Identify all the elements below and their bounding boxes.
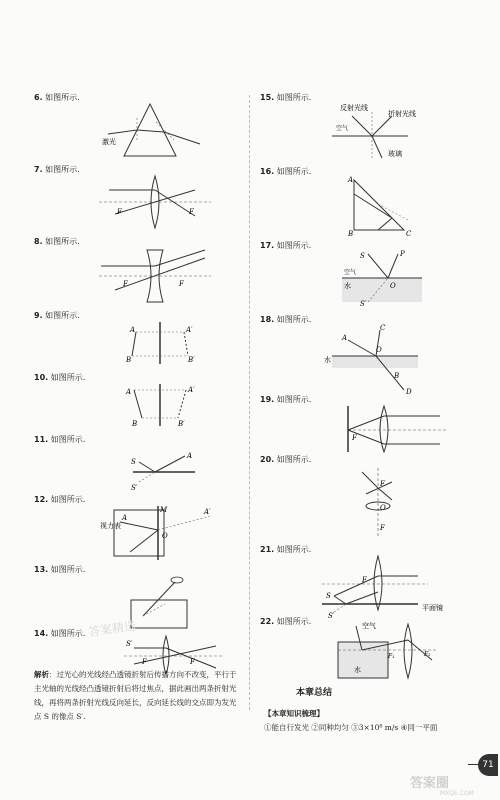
watermark-url: MXQE.COM [440,790,474,797]
watermark-middle: 答案精选 [87,618,137,640]
item-number: 12. [34,495,49,504]
item-number: 17. [260,241,275,250]
fig-label: B′ [178,420,185,428]
item-number: 11. [34,435,49,444]
item-text: 如图所示. [276,395,312,404]
fig-label: 折射光线 [388,110,416,118]
page-number-rule [468,764,478,765]
item-text: 如图所示. [45,93,80,102]
fig-label: P [400,250,405,258]
water-refraction-diagram [322,322,422,394]
fig-label: F [352,434,357,442]
item-number: 8. [34,237,43,246]
fig-label: F₁ [388,653,395,660]
fig-label: F [380,480,385,488]
item-text: 如图所示. [276,167,312,176]
tank-diagram [125,572,195,630]
item-number: 22. [260,617,275,626]
item-text: 如图所示. [50,629,86,638]
fig-label: C [406,230,412,238]
item-text: 如图所示. [276,315,312,324]
vertical-lens-diagram [352,466,402,538]
fig-label: A [130,326,136,334]
fig-label: B [394,372,400,380]
fig-label: F [362,576,367,584]
water-surface-diagram [338,248,428,308]
column-divider [249,95,250,710]
item-text: 如图所示. [50,435,86,444]
fig-label: O [376,346,382,354]
fig-label: 视力表 [100,522,121,530]
item-number: 13. [34,565,49,574]
fig-label: 空气 [344,269,357,276]
item-text: 如图所示. [276,617,312,626]
item-number: 7. [34,165,43,174]
item-text: 如图所示. [45,165,80,174]
fig-label: M [160,506,168,514]
mirror-ab-2-diagram [120,380,200,430]
item-number: 20. [260,455,275,464]
fig-label: F₂ [424,651,431,658]
item-number: 15. [260,93,275,102]
analysis-label: 解析 [34,670,49,679]
refraction-glass-diagram [328,102,448,162]
mirror-lens-diagram [342,404,452,454]
fig-label: A′ [204,508,211,516]
fig-label: A [348,176,354,184]
triangle-refraction-diagram [348,174,418,238]
fig-label: 空气 [362,622,376,630]
fig-label: B [132,420,138,428]
fig-label: F [380,524,385,532]
fig-label: S′ [126,640,133,648]
fig-label: B′ [188,356,195,364]
item-text: 如图所示. [276,241,312,250]
fig-label: S [326,592,331,600]
item-number: 6. [34,93,43,102]
item-number: 21. [260,545,275,554]
item-number: 19. [260,395,275,404]
fig-label: S′ [360,300,367,308]
summary-heading: 【本章知识梳理】 [264,709,324,718]
fig-label: F [123,280,128,288]
fig-label: F [189,208,194,216]
prism-diagram [100,100,210,160]
item-text: 如图所示. [45,237,80,246]
fig-label: A [122,514,128,522]
fig-label: 空气 [336,125,349,132]
page-number: 71 [478,754,498,776]
fig-label: O [380,504,386,512]
watermark-logo: 答案圈 [410,776,450,791]
fig-label: B [126,356,132,364]
fig-label: F [179,280,184,288]
fig-label: 水 [344,282,351,290]
fig-label: B [348,230,354,238]
fig-label: F [142,658,147,666]
fig-label: F [117,208,122,216]
fig-label: O [390,282,396,290]
fig-label: 水 [354,666,361,674]
fig-label: 平面镜 [422,604,443,612]
summary-line: ①能自行发光 ②同种均匀 ③3×10⁸ m/s ④同一平面 [264,723,438,732]
lens-mirror-diagram [318,552,468,618]
item-text: 如图所示. [276,545,312,554]
fig-label: A′ [186,326,193,334]
fig-label: S′ [131,484,138,492]
section-title: 本章总结 [296,688,333,698]
item-number: 14. [34,629,49,638]
fig-label: 激光 [102,138,116,146]
item-text: 如图所示. [50,495,86,504]
mirror-reflection-diagram [125,446,215,496]
fig-label: 反射光线 [340,104,368,112]
fig-label: 水 [324,356,331,364]
right-column [252,0,492,790]
fig-label: C [380,324,386,332]
fig-label: O [162,532,168,540]
water-lens-diagram [332,620,442,682]
fig-label: S′ [328,612,335,620]
item-text: 如图所示. [50,373,86,382]
fig-label: D [406,388,412,396]
fig-label: A [126,388,132,396]
fig-label: A′ [188,386,195,394]
item-number: 18. [260,315,275,324]
item-text: 如图所示. [276,455,312,464]
convex-lens-diagram [95,172,215,232]
item-number: 10. [34,373,49,382]
analysis-paragraph [34,668,242,724]
analysis-text: ：过光心的光线经凸透镜折射后传播方向不改变，平行于主光轴的光线经凸透镜折射后将过焦点，据此画出两条折射光线，再将两条折射光线反向延长，反向延长线的交点即为发光点 S 的像点 S′. [34,670,237,721]
fig-label: A [187,452,193,460]
fig-label: S [360,252,365,260]
item-number: 9. [34,311,43,320]
item-number: 16. [260,167,275,176]
eye-chart-diagram [100,502,220,562]
item-text: 如图所示. [45,311,80,320]
item-text: 如图所示. [276,93,312,102]
concave-lens-diagram [95,246,215,306]
fig-label: A [342,334,348,342]
mirror-ab-diagram [120,318,200,368]
fig-label: S [131,458,136,466]
left-column [0,0,240,790]
item-text: 如图所示. [50,565,86,574]
fig-label: 玻璃 [388,150,402,158]
fig-label: F [190,658,195,666]
